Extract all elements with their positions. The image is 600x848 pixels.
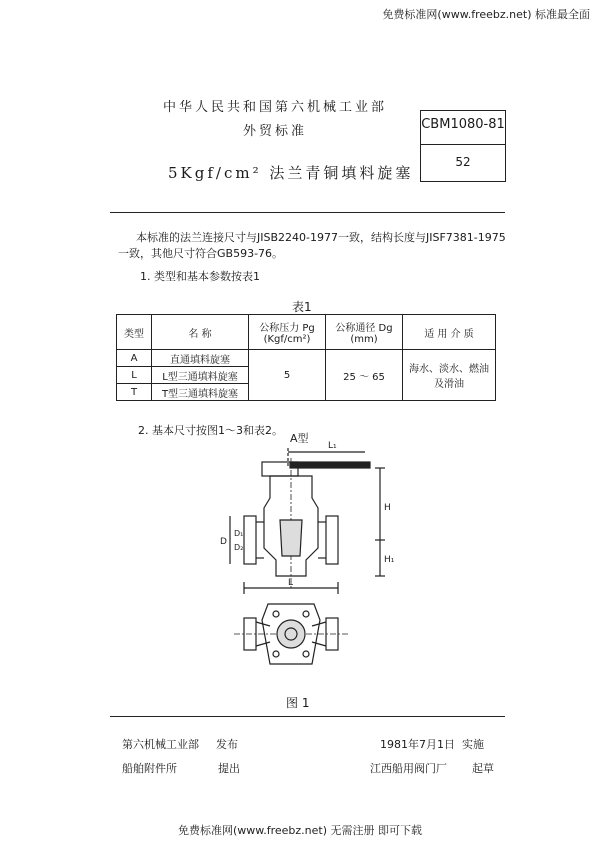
table-1-caption: 表1 [292, 300, 312, 314]
valve-drawing [220, 428, 400, 693]
dim-d-label: D [220, 537, 227, 547]
ministry-heading: 中华人民共和国第六机械工业部 [162, 100, 387, 115]
standard-code: CBM1080-81 [421, 117, 505, 132]
cell-name: L型三通填料旋塞 [152, 367, 249, 384]
code-box-divider [421, 144, 505, 145]
dim-h-label: H [384, 503, 391, 513]
implementation-date: 1981年7月1日 [380, 738, 455, 751]
dim-d1-label: D₁ [234, 529, 244, 538]
dim-h1-label: H₁ [384, 555, 395, 565]
propose-label: 提出 [218, 762, 240, 775]
header-rule [110, 212, 505, 213]
draft-label: 起草 [472, 762, 494, 775]
header-diameter: 公称通径 Dg (mm) [326, 315, 403, 350]
proposer: 船舶附件所 [122, 762, 177, 775]
cell-type: T [117, 384, 152, 401]
table-row [117, 350, 496, 367]
document-title: 5Kgf/cm² 法兰青铜填料旋塞 [168, 164, 414, 182]
watermark-top: 免费标准网(www.freebz.net) 标准最全面 [382, 8, 590, 21]
header-medium: 适 用 介 质 [403, 315, 496, 350]
watermark-bottom: 免费标准网(www.freebz.net) 无需注册 即可下载 [177, 824, 423, 837]
standard-code-box [420, 110, 506, 182]
cell-name: 直通填料旋塞 [152, 350, 249, 367]
cell-medium: 海水、淡水、燃油及滑油 [403, 350, 496, 401]
cell-type: L [117, 367, 152, 384]
dim-l-label: L [288, 578, 294, 588]
dim-d2-label: D₂ [234, 543, 244, 552]
cell-name: T型三通填料旋塞 [152, 384, 249, 401]
section-1-heading: 1. 类型和基本参数按表1 [140, 270, 260, 283]
implementation-label: 实施 [462, 738, 484, 751]
header-name: 名 称 [152, 315, 249, 350]
footer-rule [110, 716, 505, 717]
issue-label: 发布 [216, 738, 238, 751]
section-2-heading: 2. 基本尺寸按图1～3和表2。 [138, 424, 283, 437]
cell-type: A [117, 350, 152, 367]
cell-diameter: 25 ～ 65 [326, 350, 403, 401]
page-number: 52 [455, 155, 471, 169]
header-pressure: 公称压力 Pg (Kgf/cm²) [249, 315, 326, 350]
intro-paragraph: 本标准的法兰连接尺寸与JISB2240-1977一致，结构长度与JISF7381-1975一致，其他尺寸符合GB593-76。 [118, 231, 506, 260]
table-header-row [117, 315, 496, 350]
drafter: 江西船用阀门厂 [370, 762, 447, 775]
header-type: 类型 [117, 315, 152, 350]
table-1 [116, 314, 496, 401]
figure-1-caption: 图 1 [286, 696, 310, 710]
standard-category: 外贸标准 [242, 124, 307, 139]
cell-pressure: 5 [249, 350, 326, 401]
type-label: A型 [290, 432, 309, 445]
dim-l1-label: L₁ [328, 441, 337, 451]
issuer: 第六机械工业部 [122, 738, 199, 751]
